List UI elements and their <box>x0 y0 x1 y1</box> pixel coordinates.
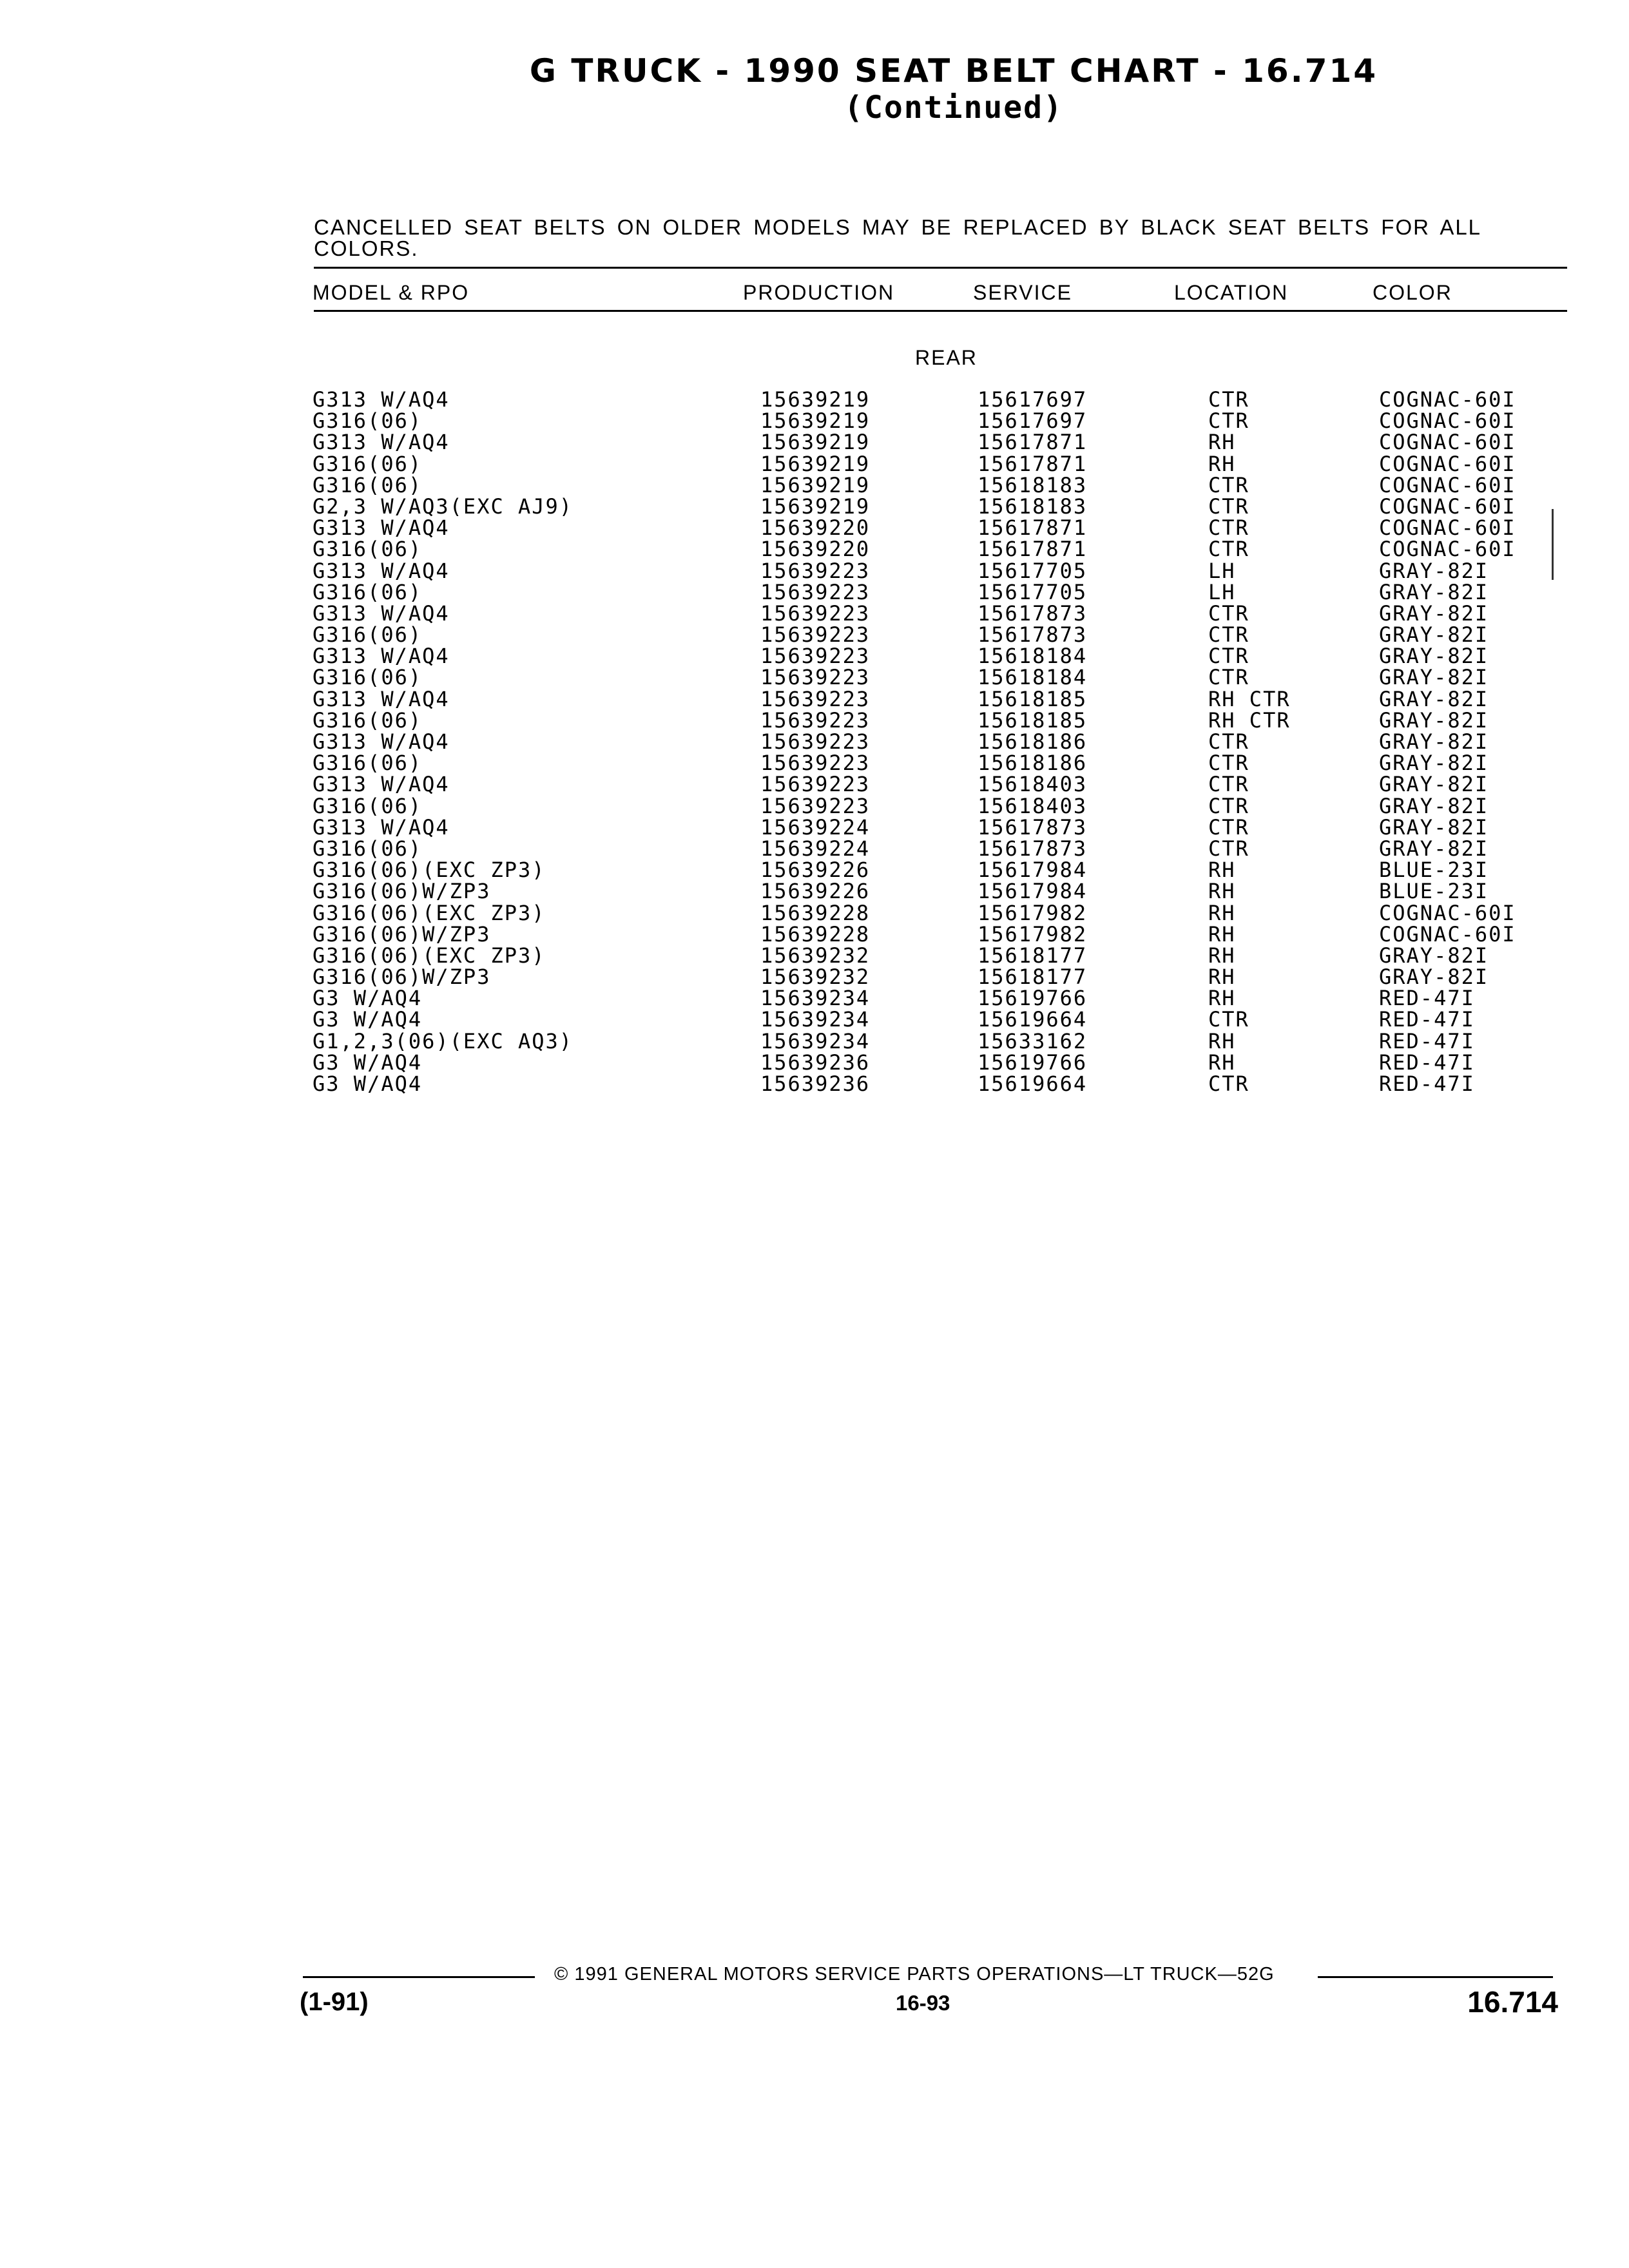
model-rpo-cell: G1,2,3(06)(EXC AQ3) <box>313 1028 574 1053</box>
column-header-service: SERVICE <box>973 281 1072 304</box>
model-rpo-cell: G313 W/AQ4 <box>313 387 450 412</box>
color-cell: GRAY-82I <box>1379 751 1489 776</box>
location-cell: CTR <box>1208 814 1249 840</box>
table-row <box>0 624 1629 646</box>
production-cell: 15639219 <box>760 387 871 412</box>
model-rpo-cell: G313 W/AQ4 <box>313 558 450 583</box>
page-title: G TRUCK - 1990 SEAT BELT CHART - 16.714 <box>529 52 1378 90</box>
model-rpo-cell: G313 W/AQ4 <box>313 601 450 626</box>
table-row <box>0 881 1629 902</box>
service-cell: 15618184 <box>978 665 1088 690</box>
table-row <box>0 432 1629 453</box>
color-cell: RED-47I <box>1379 1050 1475 1075</box>
model-rpo-cell: G316(06) <box>313 622 423 648</box>
location-cell: RH <box>1208 965 1236 990</box>
column-header-location: LOCATION <box>1174 281 1289 304</box>
column-header-color: COLOR <box>1373 281 1452 304</box>
production-cell: 15639223 <box>760 622 871 648</box>
table-row <box>0 389 1629 410</box>
model-rpo-cell: G316(06) <box>313 472 423 497</box>
service-cell: 15618183 <box>978 494 1088 519</box>
table-row <box>0 1073 1629 1095</box>
color-cell: COGNAC-60I <box>1379 537 1516 562</box>
production-cell: 15639223 <box>760 579 871 604</box>
production-cell: 15639224 <box>760 814 871 840</box>
location-cell: CTR <box>1208 387 1249 412</box>
model-rpo-cell: G313 W/AQ4 <box>313 515 450 541</box>
location-cell: CTR <box>1208 515 1249 541</box>
model-rpo-cell: G316(06)W/ZP3 <box>313 965 491 990</box>
service-cell: 15617705 <box>978 579 1088 604</box>
table-row <box>0 1028 1629 1053</box>
model-rpo-cell: G2,3 W/AQ3(EXC AJ9) <box>313 494 574 519</box>
color-cell: GRAY-82I <box>1379 814 1489 840</box>
production-cell: 15639226 <box>760 879 871 904</box>
location-cell: CTR <box>1208 1072 1249 1096</box>
production-cell: 15639236 <box>760 1050 871 1075</box>
service-cell: 15617697 <box>978 387 1088 412</box>
location-cell: RH <box>1208 921 1236 947</box>
service-cell: 15618183 <box>978 472 1088 497</box>
location-cell: LH <box>1208 579 1236 604</box>
table-row <box>0 517 1629 539</box>
service-cell: 15617982 <box>978 900 1088 925</box>
table-row <box>0 921 1629 947</box>
table-row <box>0 558 1629 583</box>
location-cell: CTR <box>1208 494 1249 519</box>
production-cell: 15639223 <box>760 686 871 711</box>
model-rpo-cell: G316(06) <box>313 579 423 604</box>
production-cell: 15639223 <box>760 558 871 583</box>
table-row <box>0 900 1629 925</box>
model-rpo-cell: G316(06) <box>313 793 423 818</box>
production-cell: 15639223 <box>760 793 871 818</box>
production-cell: 15639223 <box>760 751 871 776</box>
service-cell: 15617871 <box>978 430 1088 455</box>
service-cell: 15619664 <box>978 1007 1088 1032</box>
color-cell: GRAY-82I <box>1379 943 1489 968</box>
header-top-rule <box>314 267 1567 269</box>
service-cell: 15619766 <box>978 986 1088 1011</box>
table-row <box>0 410 1629 432</box>
model-rpo-cell: G316(06) <box>313 751 423 776</box>
service-cell: 15618184 <box>978 644 1088 669</box>
model-rpo-cell: G316(06) <box>313 537 423 562</box>
table-row <box>0 753 1629 774</box>
color-cell: GRAY-82I <box>1379 644 1489 669</box>
footer-section-number: 16.714 <box>1467 1985 1558 2019</box>
model-rpo-cell: G316(06)W/ZP3 <box>313 921 491 947</box>
service-cell: 15617873 <box>978 601 1088 626</box>
color-cell: COGNAC-60I <box>1379 494 1516 519</box>
color-cell: BLUE-23I <box>1379 858 1489 883</box>
location-cell: CTR <box>1208 537 1249 562</box>
table-row <box>0 988 1629 1009</box>
page-subtitle: (Continued) <box>844 90 1063 126</box>
color-cell: GRAY-82I <box>1379 601 1489 626</box>
service-cell: 15618403 <box>978 772 1088 797</box>
production-cell: 15639234 <box>760 1007 871 1032</box>
location-cell: CTR <box>1208 729 1249 754</box>
model-rpo-cell: G313 W/AQ4 <box>313 772 450 797</box>
color-cell: BLUE-23I <box>1379 879 1489 904</box>
service-cell: 15618185 <box>978 707 1088 733</box>
color-cell: GRAY-82I <box>1379 686 1489 711</box>
service-cell: 15617705 <box>978 558 1088 583</box>
production-cell: 15639219 <box>760 408 871 434</box>
location-cell: CTR <box>1208 772 1249 797</box>
color-cell: GRAY-82I <box>1379 622 1489 648</box>
service-cell: 15619664 <box>978 1072 1088 1096</box>
service-cell: 15617984 <box>978 879 1088 904</box>
service-cell: 15618185 <box>978 686 1088 711</box>
color-cell: RED-47I <box>1379 1007 1475 1032</box>
location-cell: CTR <box>1208 601 1249 626</box>
color-cell: GRAY-82I <box>1379 707 1489 733</box>
location-cell: RH <box>1208 986 1236 1011</box>
service-cell: 15618177 <box>978 965 1088 990</box>
location-cell: RH <box>1208 1028 1236 1053</box>
table-row <box>0 539 1629 560</box>
location-cell: RH <box>1208 943 1236 968</box>
service-cell: 15617984 <box>978 858 1088 883</box>
model-rpo-cell: G3 W/AQ4 <box>313 986 423 1011</box>
cancelled-belts-note: CANCELLED SEAT BELTS ON OLDER MODELS MAY BE REPLACED BY BLACK SEAT BELTS FOR ALL COLORS. <box>314 215 1481 260</box>
production-cell: 15639224 <box>760 836 871 861</box>
table-row <box>0 472 1629 497</box>
table-row <box>0 579 1629 604</box>
location-cell: CTR <box>1208 836 1249 861</box>
color-cell: GRAY-82I <box>1379 965 1489 990</box>
table-row <box>0 451 1629 476</box>
production-cell: 15639219 <box>760 451 871 476</box>
model-rpo-cell: G316(06) <box>313 707 423 733</box>
model-rpo-cell: G316(06) <box>313 408 423 434</box>
location-cell: CTR <box>1208 665 1249 690</box>
margin-mark <box>1552 509 1554 580</box>
table-row <box>0 814 1629 840</box>
section-label-rear: REAR <box>915 346 978 369</box>
location-cell: RH <box>1208 858 1236 883</box>
production-cell: 15639220 <box>760 537 871 562</box>
model-rpo-cell: G3 W/AQ4 <box>313 1072 423 1096</box>
production-cell: 15639223 <box>760 707 871 733</box>
color-cell: RED-47I <box>1379 1028 1475 1053</box>
location-cell: CTR <box>1208 751 1249 776</box>
service-cell: 15618186 <box>978 729 1088 754</box>
production-cell: 15639232 <box>760 965 871 990</box>
production-cell: 15639223 <box>760 644 871 669</box>
table-row <box>0 966 1629 988</box>
location-cell: RH <box>1208 1050 1236 1075</box>
model-rpo-cell: G316(06)(EXC ZP3) <box>313 943 546 968</box>
seat-belt-table-body <box>0 389 1629 1095</box>
table-row <box>0 686 1629 711</box>
service-cell: 15617871 <box>978 537 1088 562</box>
production-cell: 15639223 <box>760 772 871 797</box>
production-cell: 15639228 <box>760 921 871 947</box>
service-cell: 15617871 <box>978 515 1088 541</box>
table-row <box>0 496 1629 517</box>
color-cell: COGNAC-60I <box>1379 430 1516 455</box>
service-cell: 15617982 <box>978 921 1088 947</box>
service-cell: 15633162 <box>978 1028 1088 1053</box>
color-cell: GRAY-82I <box>1379 665 1489 690</box>
header-bottom-rule <box>314 310 1567 312</box>
model-rpo-cell: G313 W/AQ4 <box>313 430 450 455</box>
table-row <box>0 731 1629 753</box>
production-cell: 15639223 <box>760 665 871 690</box>
location-cell: CTR <box>1208 408 1249 434</box>
footer-rule-right <box>1318 1976 1553 1978</box>
location-cell: CTR <box>1208 793 1249 818</box>
production-cell: 15639236 <box>760 1072 871 1096</box>
location-cell: CTR <box>1208 644 1249 669</box>
service-cell: 15617873 <box>978 836 1088 861</box>
location-cell: CTR <box>1208 622 1249 648</box>
service-cell: 15618177 <box>978 943 1088 968</box>
production-cell: 15639226 <box>760 858 871 883</box>
service-cell: 15617873 <box>978 622 1088 648</box>
production-cell: 15639223 <box>760 601 871 626</box>
production-cell: 15639219 <box>760 494 871 519</box>
color-cell: COGNAC-60I <box>1379 472 1516 497</box>
color-cell: COGNAC-60I <box>1379 515 1516 541</box>
production-cell: 15639234 <box>760 986 871 1011</box>
location-cell: RH CTR <box>1208 707 1291 733</box>
column-header-production: PRODUCTION <box>743 281 895 304</box>
color-cell: GRAY-82I <box>1379 729 1489 754</box>
color-cell: COGNAC-60I <box>1379 921 1516 947</box>
location-cell: LH <box>1208 558 1236 583</box>
color-cell: GRAY-82I <box>1379 579 1489 604</box>
location-cell: CTR <box>1208 1007 1249 1032</box>
color-cell: COGNAC-60I <box>1379 451 1516 476</box>
production-cell: 15639234 <box>760 1028 871 1053</box>
model-rpo-cell: G316(06) <box>313 665 423 690</box>
location-cell: RH <box>1208 900 1236 925</box>
production-cell: 15639219 <box>760 472 871 497</box>
service-cell: 15619766 <box>978 1050 1088 1075</box>
location-cell: RH <box>1208 451 1236 476</box>
table-row <box>0 860 1629 881</box>
service-cell: 15617697 <box>978 408 1088 434</box>
table-row <box>0 838 1629 860</box>
color-cell: GRAY-82I <box>1379 772 1489 797</box>
service-cell: 15618186 <box>978 751 1088 776</box>
color-cell: RED-47I <box>1379 1072 1475 1096</box>
table-row <box>0 793 1629 818</box>
table-row <box>0 603 1629 624</box>
model-rpo-cell: G316(06) <box>313 451 423 476</box>
location-cell: CTR <box>1208 472 1249 497</box>
service-cell: 15617873 <box>978 814 1088 840</box>
model-rpo-cell: G316(06)(EXC ZP3) <box>313 858 546 883</box>
footer-copyright: © 1991 GENERAL MOTORS SERVICE PARTS OPERATIONS—LT TRUCK—52G <box>554 1964 1275 1984</box>
table-row <box>0 707 1629 733</box>
footer-rule-left <box>303 1976 535 1978</box>
model-rpo-cell: G316(06) <box>313 836 423 861</box>
model-rpo-cell: G313 W/AQ4 <box>313 686 450 711</box>
footer-page-number: 16-93 <box>896 1991 950 2015</box>
table-row <box>0 1052 1629 1073</box>
color-cell: GRAY-82I <box>1379 793 1489 818</box>
production-cell: 15639228 <box>760 900 871 925</box>
model-rpo-cell: G316(06)(EXC ZP3) <box>313 900 546 925</box>
location-cell: RH <box>1208 430 1236 455</box>
table-row <box>0 945 1629 966</box>
location-cell: RH <box>1208 879 1236 904</box>
table-row <box>0 667 1629 688</box>
production-cell: 15639223 <box>760 729 871 754</box>
table-row <box>0 774 1629 795</box>
model-rpo-cell: G313 W/AQ4 <box>313 729 450 754</box>
service-cell: 15617871 <box>978 451 1088 476</box>
model-rpo-cell: G3 W/AQ4 <box>313 1050 423 1075</box>
color-cell: COGNAC-60I <box>1379 408 1516 434</box>
production-cell: 15639232 <box>760 943 871 968</box>
column-header-model: MODEL & RPO <box>313 281 470 304</box>
color-cell: COGNAC-60I <box>1379 387 1516 412</box>
color-cell: GRAY-82I <box>1379 558 1489 583</box>
model-rpo-cell: G313 W/AQ4 <box>313 644 450 669</box>
model-rpo-cell: G316(06)W/ZP3 <box>313 879 491 904</box>
production-cell: 15639219 <box>760 430 871 455</box>
color-cell: GRAY-82I <box>1379 836 1489 861</box>
production-cell: 15639220 <box>760 515 871 541</box>
color-cell: RED-47I <box>1379 986 1475 1011</box>
service-cell: 15618403 <box>978 793 1088 818</box>
color-cell: COGNAC-60I <box>1379 900 1516 925</box>
location-cell: RH CTR <box>1208 686 1291 711</box>
footer-date: (1-91) <box>300 1988 369 2016</box>
table-row <box>0 1009 1629 1030</box>
table-row <box>0 646 1629 667</box>
model-rpo-cell: G3 W/AQ4 <box>313 1007 423 1032</box>
model-rpo-cell: G313 W/AQ4 <box>313 814 450 840</box>
